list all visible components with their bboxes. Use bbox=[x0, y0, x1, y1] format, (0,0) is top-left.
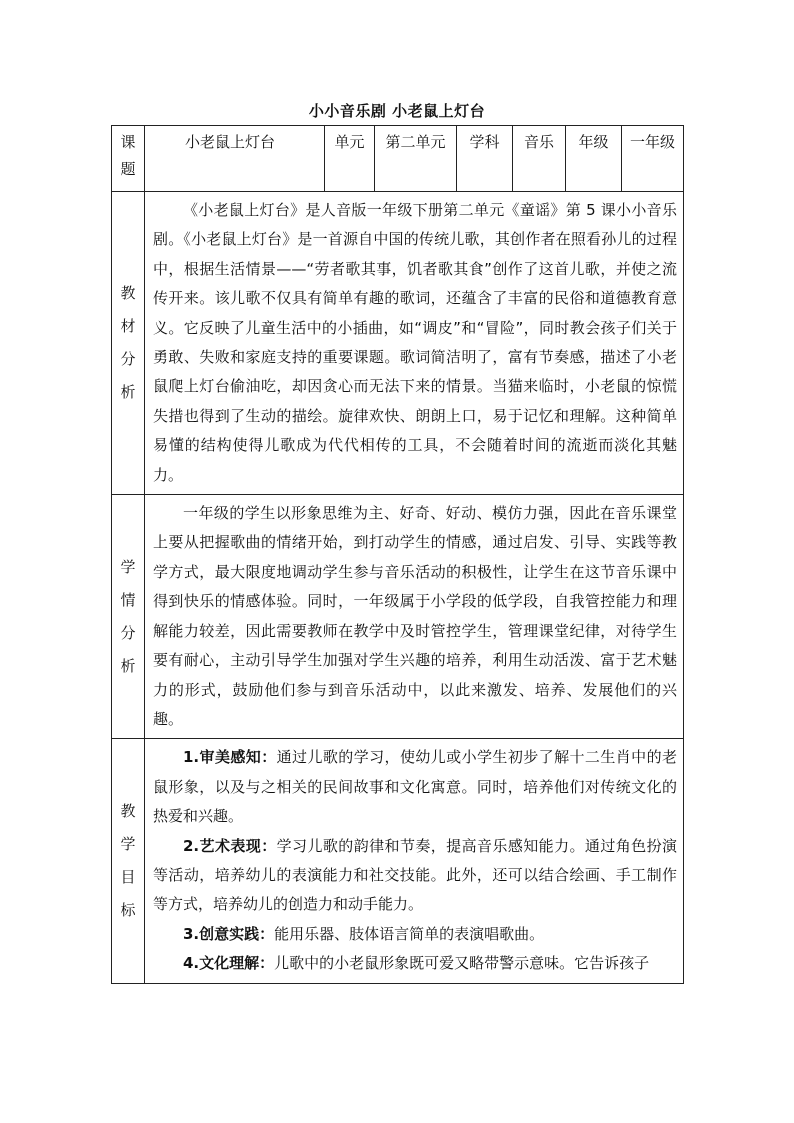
header-row bbox=[112, 126, 684, 192]
subject-value: 音乐 bbox=[513, 126, 566, 192]
student-analysis-text: 一年级的学生以形象思维为主、好奇、好动、模仿力强，因此在音乐课堂上要从把握歌曲的情绪开始，到打动学生的情感，通过启发、引导、实践等教学方式，最大限度地调动学生参与音乐活动的积极性，让学生在这节音乐课中得到快乐的情感体验。同时，一年级属于小学段的低学段，自我管控能力和理解能力较差，因此需要教师在教学中及时管控学生，管理课堂纪律，对待学生要有耐心，主动引导学生加强对学生兴趣的培养，利用生动活泼、富于艺术魅力的形式，鼓励他们参与到音乐活动中，以此来激发、培养、发展他们的兴趣。 bbox=[153, 504, 677, 728]
goal-item bbox=[153, 743, 677, 831]
unit-label: 单元 bbox=[325, 126, 375, 192]
teaching-goals-row bbox=[112, 739, 684, 983]
label-char: 情 bbox=[120, 590, 136, 609]
topic-value: 小老鼠上灯台 bbox=[145, 126, 325, 192]
topic-label-cell bbox=[112, 126, 145, 192]
label-char: 材 bbox=[120, 317, 136, 336]
label-char: 学 bbox=[120, 557, 136, 576]
goal-text: 通过儿歌的学习，使幼儿或小学生初步了解十二生肖中的老鼠形象，以及与之相关的民间故事和文化寓意。同时，培养他们对传统文化的热爱和兴趣。 bbox=[153, 748, 677, 826]
goal-heading: 3.创意实践： bbox=[183, 924, 275, 943]
goal-item bbox=[153, 832, 677, 920]
label-char: 析 bbox=[120, 656, 136, 675]
teaching-goals-label bbox=[112, 739, 145, 983]
grade-value: 一年级 bbox=[622, 126, 684, 192]
grade-label: 年级 bbox=[566, 126, 622, 192]
goal-item bbox=[153, 949, 677, 978]
student-analysis-label bbox=[112, 495, 145, 739]
label-char: 目 bbox=[120, 867, 136, 886]
goal-heading: 1.审美感知： bbox=[183, 748, 277, 767]
topic-label-char: 课 bbox=[120, 133, 136, 151]
teaching-goals-cell bbox=[145, 739, 684, 983]
goal-text: 儿歌中的小老鼠形象既可爱又略带警示意味。它告诉孩子 bbox=[274, 954, 650, 973]
topic-label-char: 题 bbox=[120, 160, 136, 178]
textbook-analysis-cell bbox=[145, 192, 684, 495]
lesson-plan-table bbox=[111, 125, 684, 984]
label-char: 标 bbox=[120, 900, 136, 919]
goal-heading: 2.艺术表现： bbox=[183, 836, 277, 855]
goal-text: 能用乐器、肢体语言简单的表演唱歌曲。 bbox=[274, 924, 545, 943]
subject-label: 学科 bbox=[457, 126, 513, 192]
label-char: 分 bbox=[120, 350, 136, 369]
student-analysis-row bbox=[112, 495, 684, 739]
document-title: 小小音乐剧 小老鼠上灯台 bbox=[308, 102, 486, 120]
goal-item bbox=[153, 920, 677, 949]
textbook-analysis-label bbox=[112, 192, 145, 495]
label-char: 分 bbox=[120, 623, 136, 642]
label-char: 学 bbox=[120, 834, 136, 853]
label-char: 析 bbox=[120, 383, 136, 402]
student-analysis-cell bbox=[145, 495, 684, 739]
goal-text: 学习儿歌的韵律和节奏，提高音乐感知能力。通过角色扮演等活动，培养幼儿的表演能力和社交技能。此外，还可以结合绘画、手工制作等方式，培养幼儿的创造力和动手能力。 bbox=[153, 836, 677, 914]
textbook-analysis-row bbox=[112, 192, 684, 495]
label-char: 教 bbox=[120, 284, 136, 303]
goal-heading: 4.文化理解： bbox=[183, 954, 275, 973]
unit-value: 第二单元 bbox=[375, 126, 457, 192]
label-char: 教 bbox=[120, 801, 136, 820]
textbook-analysis-text: 《小老鼠上灯台》是人音版一年级下册第二单元《童谣》第 5 课小小音乐剧。《小老鼠上灯台》是一首源自中国的传统儿歌，其创作者在照看孙儿的过程中，根据生活情景——“劳者歌其事，饥者歌其食”创作了这首儿歌，并使之流传开来。该儿歌不仅具有简单有趣的歌词，还蕴含了丰富的民俗和道德教育意义。它反映了儿童生活中的小插曲，如“调皮”和“冒险”，同时教会孩子们关于勇敢、失败和家庭支持的重要课题。歌词简洁明了，富有节奏感，描述了小老鼠爬上灯台偷油吃，却因贪心而无法下来的情景。当猫来临时，小老鼠的惊慌失措也得到了生动的描绘。旋律欢快、朗朗上口，易于记忆和理解。这种简单易懂的结构使得儿歌成为代代相传的工具，不会随着时间的流逝而淡化其魅力。 bbox=[153, 201, 677, 484]
